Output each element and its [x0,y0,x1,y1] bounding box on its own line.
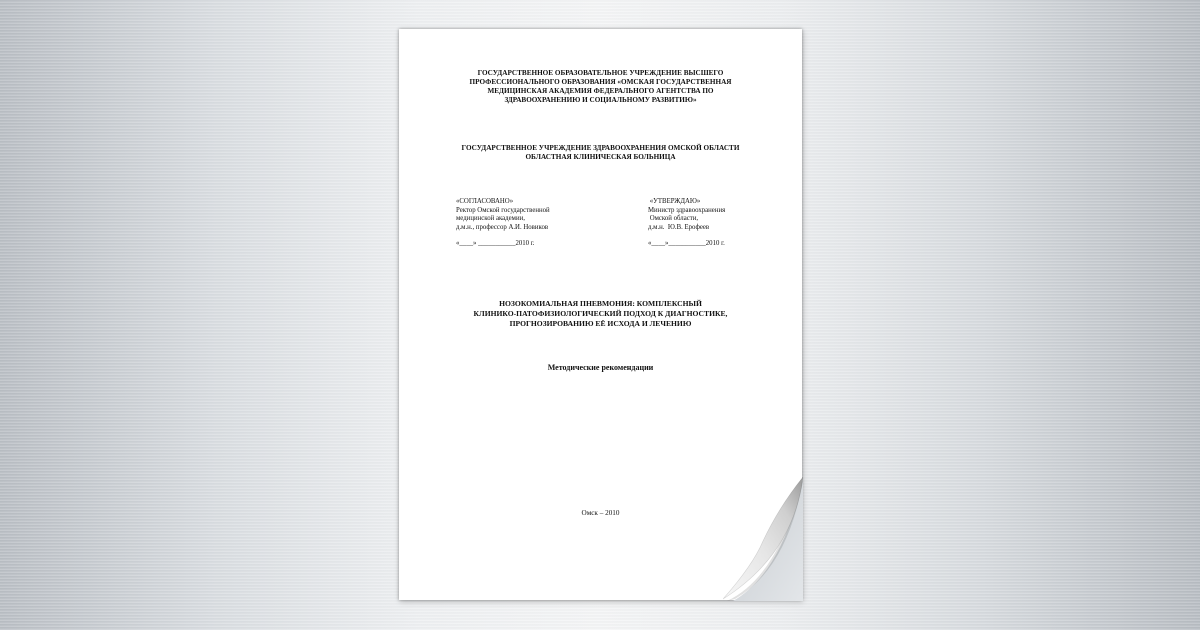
title-line: НОЗОКОМИАЛЬНАЯ ПНЕВМОНИЯ: КОМПЛЕКСНЫЙ [499,299,702,308]
document-page [399,29,802,600]
institution-line: ОБЛАСТНАЯ КЛИНИЧЕСКАЯ БОЛЬНИЦА [525,153,676,161]
header-line: ПРОФЕССИОНАЛЬНОГО ОБРАЗОВАНИЯ «ОМСКАЯ ГОСУДАРСТВЕННАЯ [469,78,732,86]
header-line: ЗДРАВООХРАНЕНИЮ И СОЦИАЛЬНОМУ РАЗВИТИЮ» [504,96,697,104]
page-curl-icon [723,477,803,601]
institution-line: ГОСУДАРСТВЕННОЕ УЧРЕЖДЕНИЕ ЗДРАВООХРАНЕНИЯ ОМСКОЙ ОБЛАСТИ [461,144,740,152]
title-line: ПРОГНОЗИРОВАНИЮ ЕЁ ИСХОДА И ЛЕЧЕНИЮ [509,319,692,328]
approval-line: Министр здравоохранения [648,206,726,214]
header-line: ГОСУДАРСТВЕННОЕ ОБРАЗОВАТЕЛЬНОЕ УЧРЕЖДЕНИЕ ВЫСШЕГО [477,69,724,77]
document-footer: Омск – 2010 [581,509,620,517]
title-line: КЛИНИКО-ПАТОФИЗИОЛОГИЧЕСКИЙ ПОДХОД К ДИАГНОСТИКЕ, [473,309,728,318]
approval-line: д.м.н., профессор А.И. Новиков [456,223,549,231]
approval-date: «____» ___________2010 г. [456,240,535,248]
approval-line: медицинской академии, [456,215,525,223]
document-title [399,299,802,329]
header-line: МЕДИЦИНСКАЯ АКАДЕМИЯ ФЕДЕРАЛЬНОГО АГЕНТСТВА ПО [487,87,714,95]
approval-title: «СОГЛАСОВАНО» [456,198,514,205]
approval-line: Омской области, [648,215,699,223]
approval-title: «УТВЕРЖДАЮ» [648,198,701,205]
approval-line: Ректор Омской государственной [456,206,550,214]
approval-line: д.м.н. Ю.В. Ерофеев [648,223,710,231]
document-subtitle: Методические рекомендации [547,363,654,372]
approval-date: «____»___________2010 г. [648,240,725,248]
approval-agreed [456,198,550,249]
header-organization [399,69,802,105]
institution-name [399,144,802,162]
approval-approved [648,198,725,249]
